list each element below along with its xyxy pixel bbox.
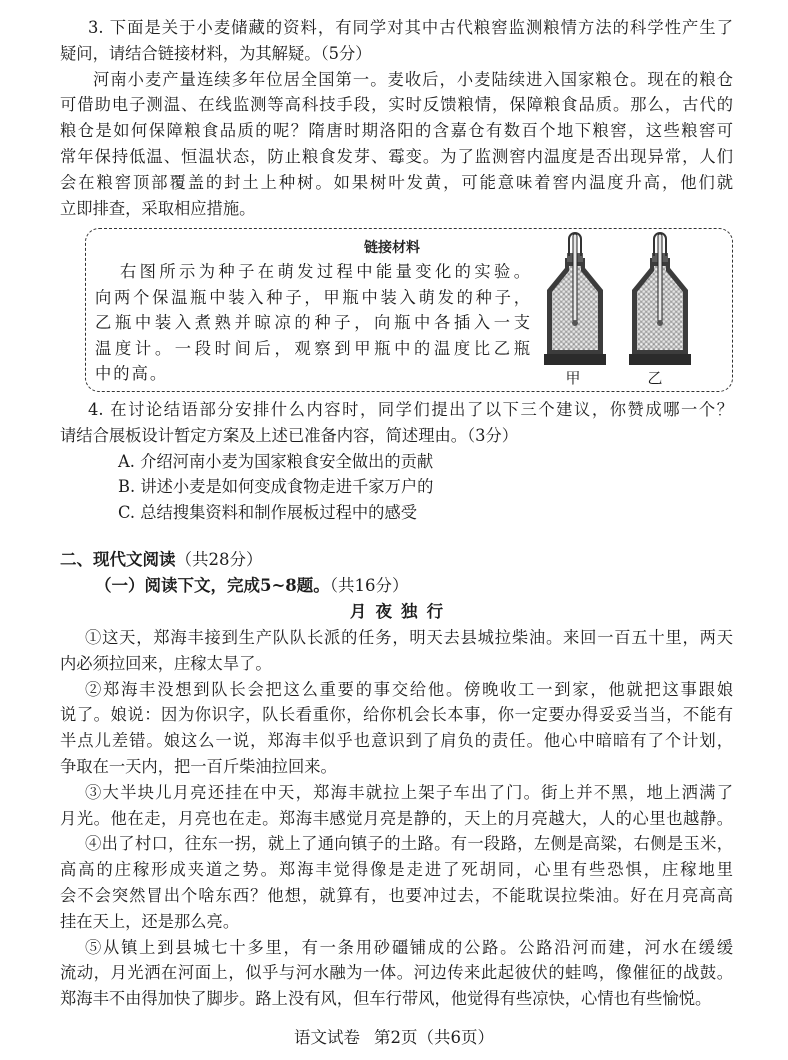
q4-stem-line: 4. 在讨论结语部分安排什么内容时，同学们提出了以下三个建议，你赞成哪一个？ <box>88 400 733 419</box>
link-material-title: 链接材料 <box>364 240 420 256</box>
thermometer-bulb <box>657 320 663 326</box>
question-3 <box>60 15 733 221</box>
section-heading-score: （共28分） <box>175 550 263 569</box>
section-heading-title: 二、现代文阅读 <box>60 550 176 569</box>
thermometer <box>658 234 662 322</box>
passage-line: 高高的庄稼形成夹道之势。郑海丰觉得像是走进了死胡同，心里有些恐惧，庄稼地里 <box>60 860 733 880</box>
passage-line: ③大半块儿月亮还挂在中天，郑海丰就拉上架子车出了门。街上并不黑，地上洒满了 <box>85 782 733 802</box>
q3-stem-line: 3. 下面是关于小麦储藏的资料，有同学对其中古代粮窖监测粮情方法的科学性产生了 <box>88 18 733 37</box>
q3-material-line: 立即排查，采取相应措施。 <box>60 198 256 218</box>
q4-option-b: B. 讲述小麦是如何变成食物走进千家万户的 <box>118 477 434 497</box>
q4-stem-line: 请结合展板设计暂定方案及上述已准备内容，简述理由。（3分） <box>60 425 519 445</box>
part-instruction-score: （共16分） <box>329 576 409 595</box>
passage-line: ②郑海丰没想到队长会把这么重要的事交给他。傍晚收工一到家，他就把这事跟娘 <box>85 679 733 699</box>
link-material-line: 乙瓶中装入煮熟并晾凉的种子，向瓶中各插入一支 <box>95 313 532 332</box>
question-4 <box>60 397 733 526</box>
passage-body <box>60 625 733 1012</box>
flask-label-jia: 甲 <box>565 369 581 387</box>
q3-material-line: 会在粮窖顶部覆盖的封土上种树。如果树叶发黄，可能意味着窖内温度升高，他们就 <box>60 172 733 192</box>
thermos-flask-illustration <box>538 228 720 368</box>
thermometer <box>573 234 577 322</box>
q3-material-line: 粮仓是如何保障粮食品质的呢？隋唐时期洛阳的含嘉仓有数百个地下粮窖，这些粮窖可 <box>60 121 733 141</box>
passage-line: 挂在天上，还是那么亮。 <box>60 911 240 931</box>
part-instruction <box>95 573 409 599</box>
section-heading <box>60 547 263 573</box>
flask-stand <box>544 354 606 365</box>
flask-yi <box>629 233 691 365</box>
part-instruction-text: （一）阅读下文，完成5~8题。 <box>95 576 330 595</box>
passage-title: 月夜独行 <box>349 602 453 621</box>
passage-line: 半点儿差错。娘这么一说，郑海丰似乎也意识到了肩负的责任。他心中暗暗有了个计划， <box>60 731 733 751</box>
passage-line: 会不会突然冒出个啥东西？他想，就算有，也要冲过去，不能耽误拉柴油。好在月亮高高 <box>60 885 733 905</box>
link-material-text <box>95 259 532 387</box>
passage-line: 郑海丰不由得加快了脚步。路上没有风，但车行带风，他觉得有些凉快，心情也有些愉悦。 <box>60 989 712 1009</box>
page-footer <box>0 1025 788 1051</box>
flask-label-yi: 乙 <box>647 369 663 387</box>
q3-material-line: 河南小麦产量连续多年位居全国第一。麦收后，小麦陆续进入国家粮仓。现在的粮仓 <box>93 69 733 89</box>
passage-line: ④出了村口，往东一拐，就上了通向镇子的土路。有一段路，左侧是高粱，右侧是玉米， <box>85 834 733 854</box>
flask-stand <box>629 354 691 365</box>
link-material-line: 右图所示为种子在萌发过程中能量变化的实验。 <box>120 262 532 281</box>
q3-stem-line: 疑问，请结合链接材料，为其解疑。（5分） <box>60 43 372 63</box>
q3-material-line: 可借助电子测温、在线监测等高科技手段，实时反馈粮情，保障粮食品质。那么，古代的 <box>60 95 733 115</box>
link-material-line: 中的高。 <box>95 364 169 383</box>
passage-line: 内必须拉回来，庄稼太旱了。 <box>60 653 272 673</box>
link-material-line: 向两个保温瓶中装入种子，甲瓶中装入萌发的种子， <box>95 287 532 307</box>
footer-subject: 语文试卷 <box>294 1028 360 1047</box>
q3-material-line: 常年保持低温、恒温状态，防止粮食发芽、霉变。为了监测窖内温度是否出现异常，人们 <box>60 146 733 166</box>
passage-line: 流动，月光洒在河面上，似乎与河水融为一体。河边传来此起彼伏的蛙鸣，像催征的战鼓。 <box>60 963 733 983</box>
passage-line: 说了。娘说：因为你识字，队长看重你，给你机会长本事，你一定要办得妥妥当当，不能有 <box>60 705 733 725</box>
q4-option-c: C. 总结搜集资料和制作展板过程中的感受 <box>118 503 418 523</box>
thermometer-bulb <box>572 320 578 326</box>
passage-line: ⑤从镇上到县城七十多里，有一条用砂礓铺成的公路。公路沿河而建，河水在缓缓 <box>85 937 733 957</box>
passage-line: ①这天，郑海丰接到生产队队长派的任务，明天去县城拉柴油。来回一百五十里，两天 <box>85 628 733 647</box>
q4-option-a: A. 介绍河南小麦为国家粮食安全做出的贡献 <box>118 451 434 471</box>
link-material-line: 温度计。一段时间后，观察到甲瓶中的温度比乙瓶 <box>95 338 532 358</box>
flask-jia <box>544 233 606 365</box>
footer-page-number: 第2页（共6页） <box>374 1028 494 1047</box>
passage-line: 争取在一天内，把一百斤柴油拉回来。 <box>60 756 337 776</box>
passage-line: 月光。他在走，月亮也在走。郑海丰感觉月亮是静的，天上的月亮越大，人的心里也越静。 <box>60 808 733 828</box>
